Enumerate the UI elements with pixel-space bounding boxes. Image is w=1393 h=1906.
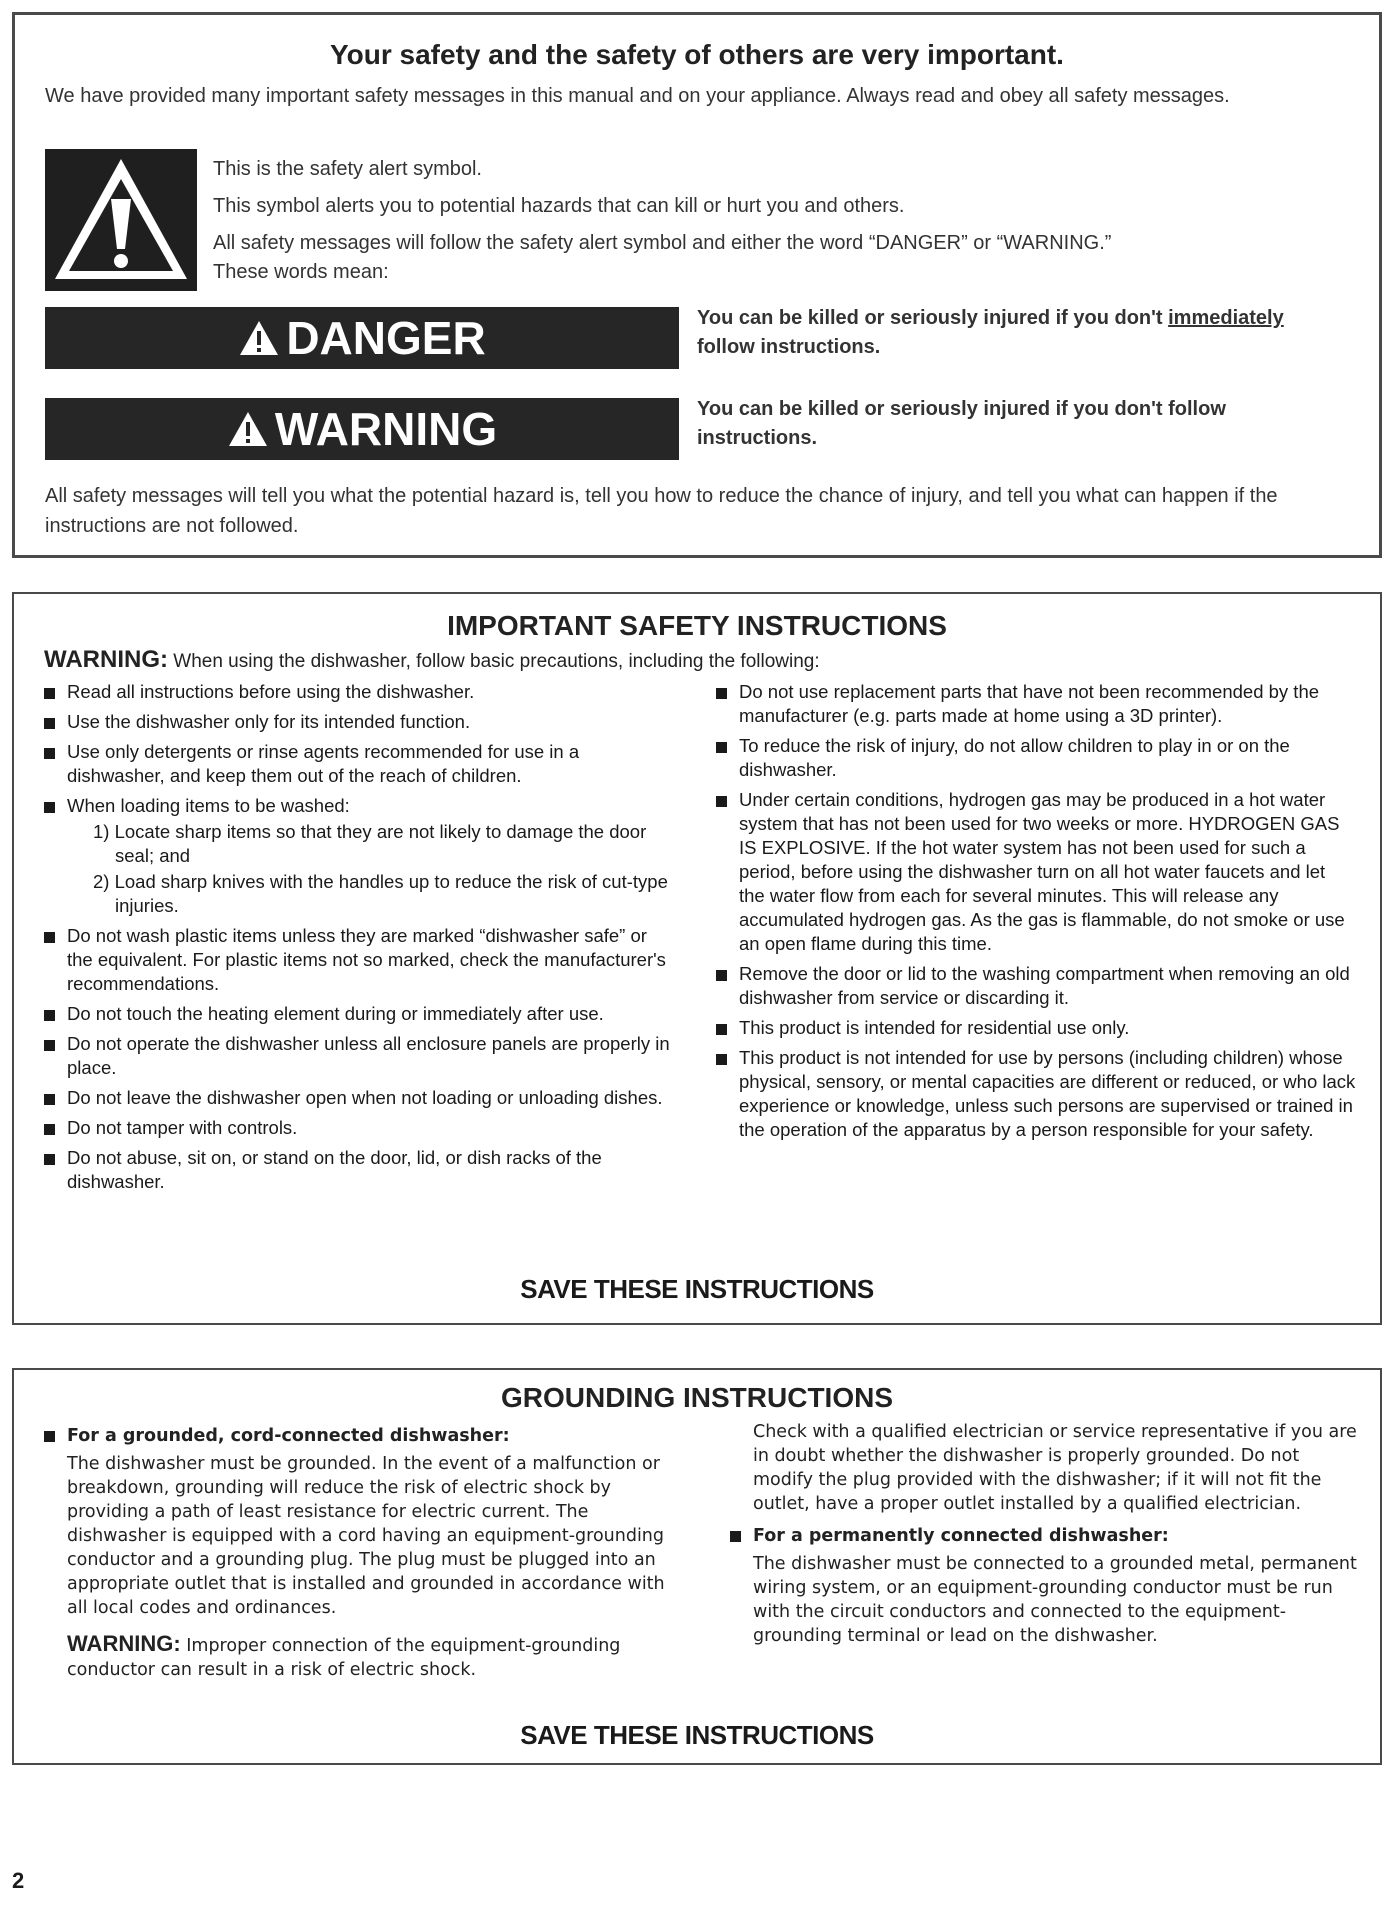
warning-banner	[45, 398, 679, 460]
warning-description: You can be killed or seriously injured if you don't follow instructions.	[697, 398, 1226, 449]
list-item: This product is not intended for use by persons (including children) whose physical, sensory, or mental capacities are different or reduced, or who lack experience or knowledge, unless such persons are supervised or trained in the operation of the apparatus by a person responsible for your safety.	[716, 1046, 1356, 1142]
grounding-box	[12, 1368, 1382, 1765]
grounding-warning	[44, 1632, 674, 1682]
danger-text-before: You can be killed or seriously injured if you don't	[697, 307, 1169, 329]
alert-line-2: This symbol alerts you to potential hazards that can kill or hurt you and others.	[213, 195, 905, 217]
sub-item: 1) Locate sharp items so that they are not likely to damage the door seal; and	[93, 821, 647, 866]
grounding-title: GROUNDING INSTRUCTIONS	[501, 1382, 893, 1413]
list-item: Do not touch the heating element during or immediately after use.	[44, 1002, 674, 1026]
sub-item: 2) Load sharp knives with the handles up to reduce the risk of cut-type injuries.	[93, 871, 668, 916]
list-item	[44, 794, 674, 918]
important-safety-title: IMPORTANT SAFETY INSTRUCTIONS	[447, 610, 947, 641]
safety-title: Your safety and the safety of others are very important.	[330, 39, 1064, 70]
warning-label: WARNING:	[67, 1631, 181, 1656]
danger-warning-triangle-icon	[238, 319, 280, 357]
grounding-left-column	[44, 1424, 674, 1682]
danger-text-after: follow instructions.	[697, 336, 881, 358]
save-instructions-label: SAVE THESE INSTRUCTIONS	[520, 1274, 874, 1304]
save-instructions-label: SAVE THESE INSTRUCTIONS	[520, 1720, 874, 1750]
safety-footer-text: All safety messages will tell you what the potential hazard is, tell you how to reduce the chance of injury, and tell you what can happen if the instructions are not followed.	[45, 485, 1278, 537]
list-item: Do not operate the dishwasher unless all enclosure panels are properly in place.	[44, 1032, 674, 1080]
list-item: Do not use replacement parts that have not been recommended by the manufacturer (e.g. parts made at home using a 3D printer).	[716, 680, 1356, 728]
safety-left-column	[44, 680, 674, 1200]
permanent-heading: For a permanently connected dishwasher:	[730, 1524, 1360, 1548]
safety-intro-box	[12, 12, 1382, 558]
list-item: Do not abuse, sit on, or stand on the door, lid, or dish racks of the dishwasher.	[44, 1146, 674, 1194]
important-safety-box	[12, 592, 1382, 1325]
list-item: To reduce the risk of injury, do not allow children to play in or on the dishwasher.	[716, 734, 1356, 782]
list-item: Use the dishwasher only for its intended function.	[44, 710, 674, 734]
danger-description	[697, 304, 1375, 362]
corded-heading: For a grounded, cord-connected dishwasher:	[44, 1424, 674, 1448]
danger-label: DANGER	[286, 312, 486, 364]
check-electrician-text: Check with a qualified electrician or service representative if you are in doubt whether the dishwasher is properly grounded. Do not modify the plug provided with the dishwasher; if it will not fit the outlet, have a proper outlet installed by a qualified electrician.	[753, 1422, 1357, 1514]
warning-text: Improper connection of the equipment-grounding conductor can result in a risk of electric shock.	[67, 1636, 621, 1680]
list-item: Use only detergents or rinse agents recommended for use in a dishwasher, and keep them out of the reach of children.	[44, 740, 674, 788]
warning-label: WARNING	[274, 403, 498, 455]
warning-text: When using the dishwasher, follow basic precautions, including the following:	[173, 651, 820, 672]
list-item: Read all instructions before using the dishwasher.	[44, 680, 674, 704]
warning-triangle-icon	[227, 410, 269, 448]
safety-right-column	[716, 680, 1356, 1148]
page-number: 2	[12, 1868, 25, 1893]
list-item: Do not leave the dishwasher open when not loading or unloading dishes.	[44, 1086, 674, 1110]
safety-alert-symbol-icon	[45, 149, 197, 291]
danger-text-underlined: immediately	[1168, 307, 1284, 329]
list-item: Under certain conditions, hydrogen gas may be produced in a hot water system that has not been used for two weeks or more. HYDROGEN GAS IS EXPLOSIVE. If the hot water system has not been used for such a period, before using the dishwasher turn on all hot water faucets and let the water flow from each for several minutes. This will release any accumulated hydrogen gas. As the gas is flammable, do not smoke or use an open flame during this time.	[716, 788, 1356, 956]
list-item: Remove the door or lid to the washing compartment when removing an old dishwasher from service or discarding it.	[716, 962, 1356, 1010]
alert-line-3: All safety messages will follow the safety alert symbol and either the word “DANGER” or “WARNING.”	[213, 232, 1112, 254]
alert-line-4: These words mean:	[213, 261, 389, 283]
grounding-right-column	[730, 1420, 1360, 1648]
list-item: Do not tamper with controls.	[44, 1116, 674, 1140]
safety-intro-text: We have provided many important safety messages in this manual and on your appliance. Always read and obey all safety messages.	[45, 85, 1230, 107]
warning-label: WARNING:	[44, 646, 168, 673]
corded-body: The dishwasher must be grounded. In the event of a malfunction or breakdown, grounding will reduce the risk of electric shock by providing a path of least resistance for electric current. The dishwasher is equipped with a cord having an equipment-grounding conductor and a grounding plug. The plug must be plugged into an appropriate outlet that is installed and grounded in accordance with all local codes and ordinances.	[67, 1454, 665, 1618]
list-item: This product is intended for residential use only.	[716, 1016, 1356, 1040]
danger-banner	[45, 307, 679, 369]
important-warning-line	[44, 646, 820, 674]
permanent-body: The dishwasher must be connected to a grounded metal, permanent wiring system, or an equipment-grounding conductor must be run with the circuit conductors and connected to the equipment-grounding terminal or lead on the dishwasher.	[753, 1554, 1357, 1646]
list-item: Do not wash plastic items unless they are marked “dishwasher safe” or the equivalent. For plastic items not so marked, check the manufacturer's recommendations.	[44, 924, 674, 996]
alert-line-1: This is the safety alert symbol.	[213, 158, 482, 180]
list-item-text: When loading items to be washed:	[67, 795, 350, 816]
